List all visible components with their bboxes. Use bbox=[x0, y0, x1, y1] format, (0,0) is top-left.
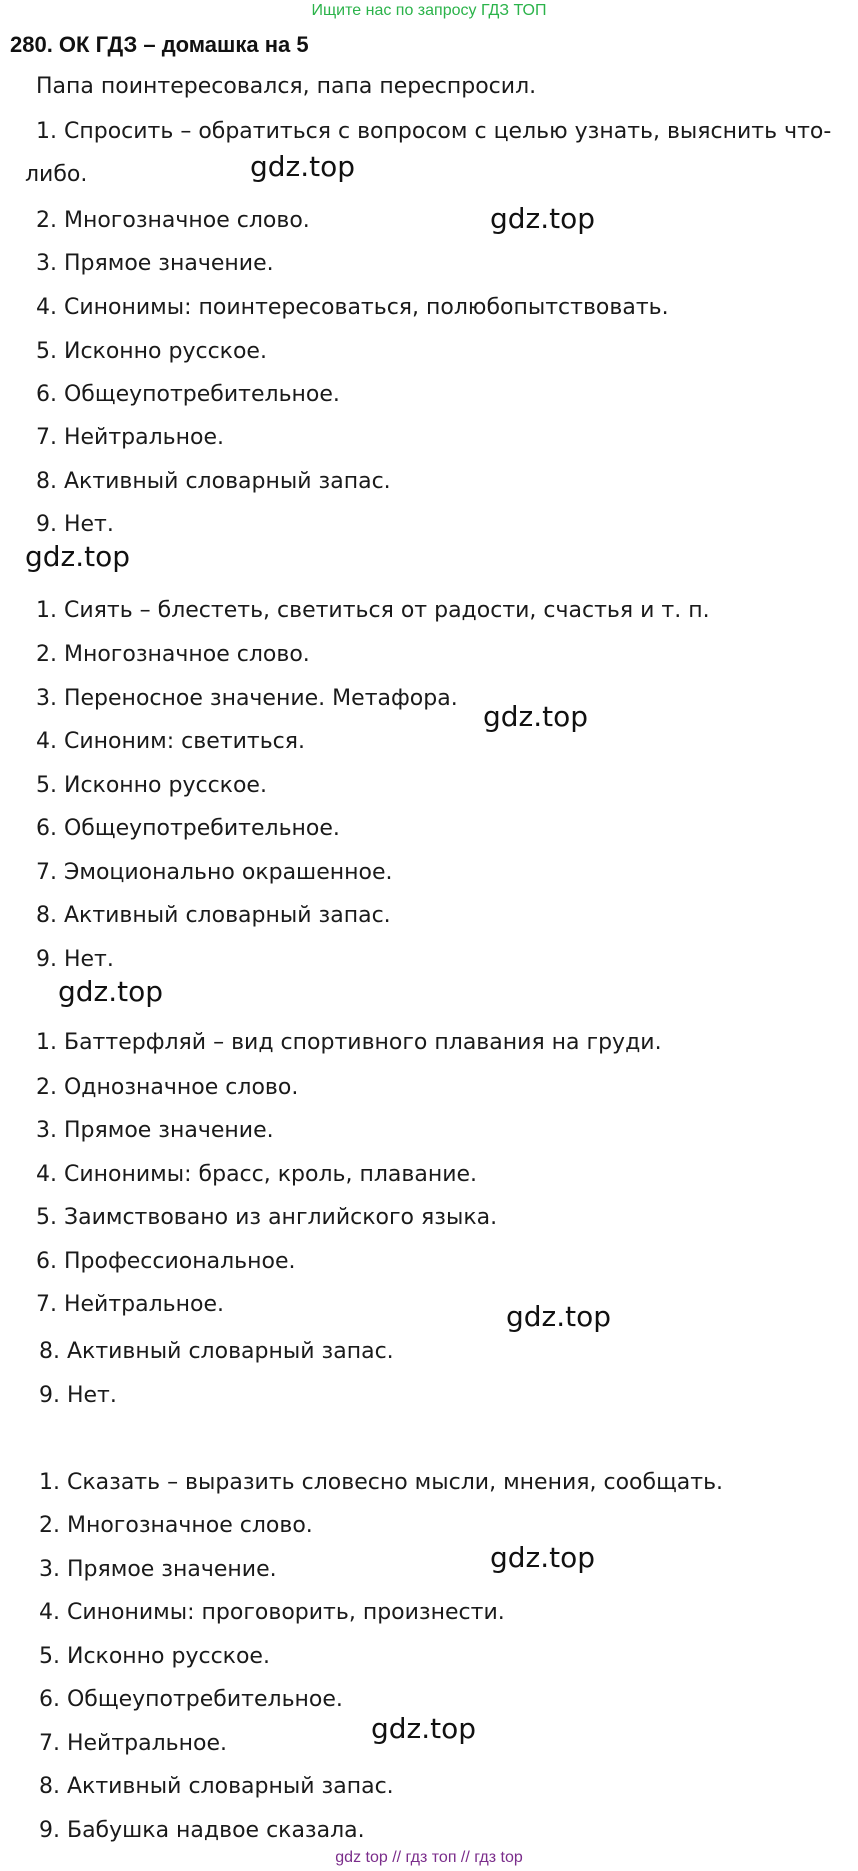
footer-banner: gdz top // гдз топ // гдз top bbox=[335, 1849, 523, 1866]
watermark-text: gdz.top bbox=[490, 202, 596, 235]
watermark-text: gdz.top bbox=[25, 540, 131, 573]
intro-line: Папа поинтересовался, папа переспросил. bbox=[36, 74, 537, 99]
watermark-text: gdz.top bbox=[58, 975, 164, 1008]
block1-item: 7. Нейтральное. bbox=[36, 425, 225, 450]
block1-item: 3. Прямое значение. bbox=[36, 251, 274, 276]
block4-item: 2. Многозначное слово. bbox=[39, 1513, 313, 1538]
top-banner: Ищите нас по запросу ГДЗ ТОП bbox=[311, 2, 547, 19]
block4-item: 1. Сказать – выразить словесно мысли, мнения, сообщать. bbox=[39, 1470, 724, 1495]
watermark-text: gdz.top bbox=[490, 1541, 596, 1574]
block3-item: 2. Однозначное слово. bbox=[36, 1075, 299, 1100]
block1-item: 4. Синонимы: поинтересоваться, полюбопытствовать. bbox=[36, 295, 669, 320]
block3-item: 3. Прямое значение. bbox=[36, 1118, 274, 1143]
watermark-text: gdz.top bbox=[483, 700, 589, 733]
block2-item: 3. Переносное значение. Метафора. bbox=[36, 686, 458, 711]
block4-item: 7. Нейтральное. bbox=[39, 1731, 228, 1756]
block2-item: 4. Синоним: светиться. bbox=[36, 729, 305, 754]
watermark-text: gdz.top bbox=[371, 1712, 477, 1745]
block1-item: 1. Спросить – обратиться с вопросом с целью узнать, выяснить что- bbox=[36, 119, 832, 144]
block2-item: 1. Сиять – блестеть, светиться от радости, счастья и т. п. bbox=[36, 598, 710, 623]
block1-item: 8. Активный словарный запас. bbox=[36, 469, 391, 494]
watermark-text: gdz.top bbox=[250, 150, 356, 183]
exercise-title: 280. ОК ГДЗ – домашка на 5 bbox=[10, 32, 309, 57]
block1-item: 6. Общеупотребительное. bbox=[36, 382, 340, 407]
block4-item: 3. Прямое значение. bbox=[39, 1557, 277, 1582]
block2-item: 6. Общеупотребительное. bbox=[36, 816, 340, 841]
block2-item: 7. Эмоционально окрашенное. bbox=[36, 860, 393, 885]
block1-item: 9. Нет. bbox=[36, 512, 114, 537]
block3-item: 1. Баттерфляй – вид спортивного плавания на груди. bbox=[36, 1030, 662, 1055]
block2-item: 8. Активный словарный запас. bbox=[36, 903, 391, 928]
block2-item: 2. Многозначное слово. bbox=[36, 642, 310, 667]
block3-item: 5. Заимствовано из английского языка. bbox=[36, 1205, 498, 1230]
block1-item: 2. Многозначное слово. bbox=[36, 208, 310, 233]
block1-item: либо. bbox=[25, 162, 88, 187]
block3-item: 8. Активный словарный запас. bbox=[39, 1339, 394, 1364]
block2-item: 5. Исконно русское. bbox=[36, 773, 267, 798]
block4-item: 5. Исконно русское. bbox=[39, 1644, 270, 1669]
block4-item: 9. Бабушка надвое сказала. bbox=[39, 1818, 365, 1843]
block1-item: 5. Исконно русское. bbox=[36, 339, 267, 364]
block3-item: 6. Профессиональное. bbox=[36, 1249, 296, 1274]
block4-item: 8. Активный словарный запас. bbox=[39, 1774, 394, 1799]
block3-item: 7. Нейтральное. bbox=[36, 1292, 225, 1317]
block4-item: 4. Синонимы: проговорить, произнести. bbox=[39, 1600, 505, 1625]
watermark-text: gdz.top bbox=[506, 1300, 612, 1333]
block4-item: 6. Общеупотребительное. bbox=[39, 1687, 343, 1712]
block2-item: 9. Нет. bbox=[36, 947, 114, 972]
block3-item: 4. Синонимы: брасс, кроль, плавание. bbox=[36, 1162, 478, 1187]
block3-item: 9. Нет. bbox=[39, 1383, 117, 1408]
